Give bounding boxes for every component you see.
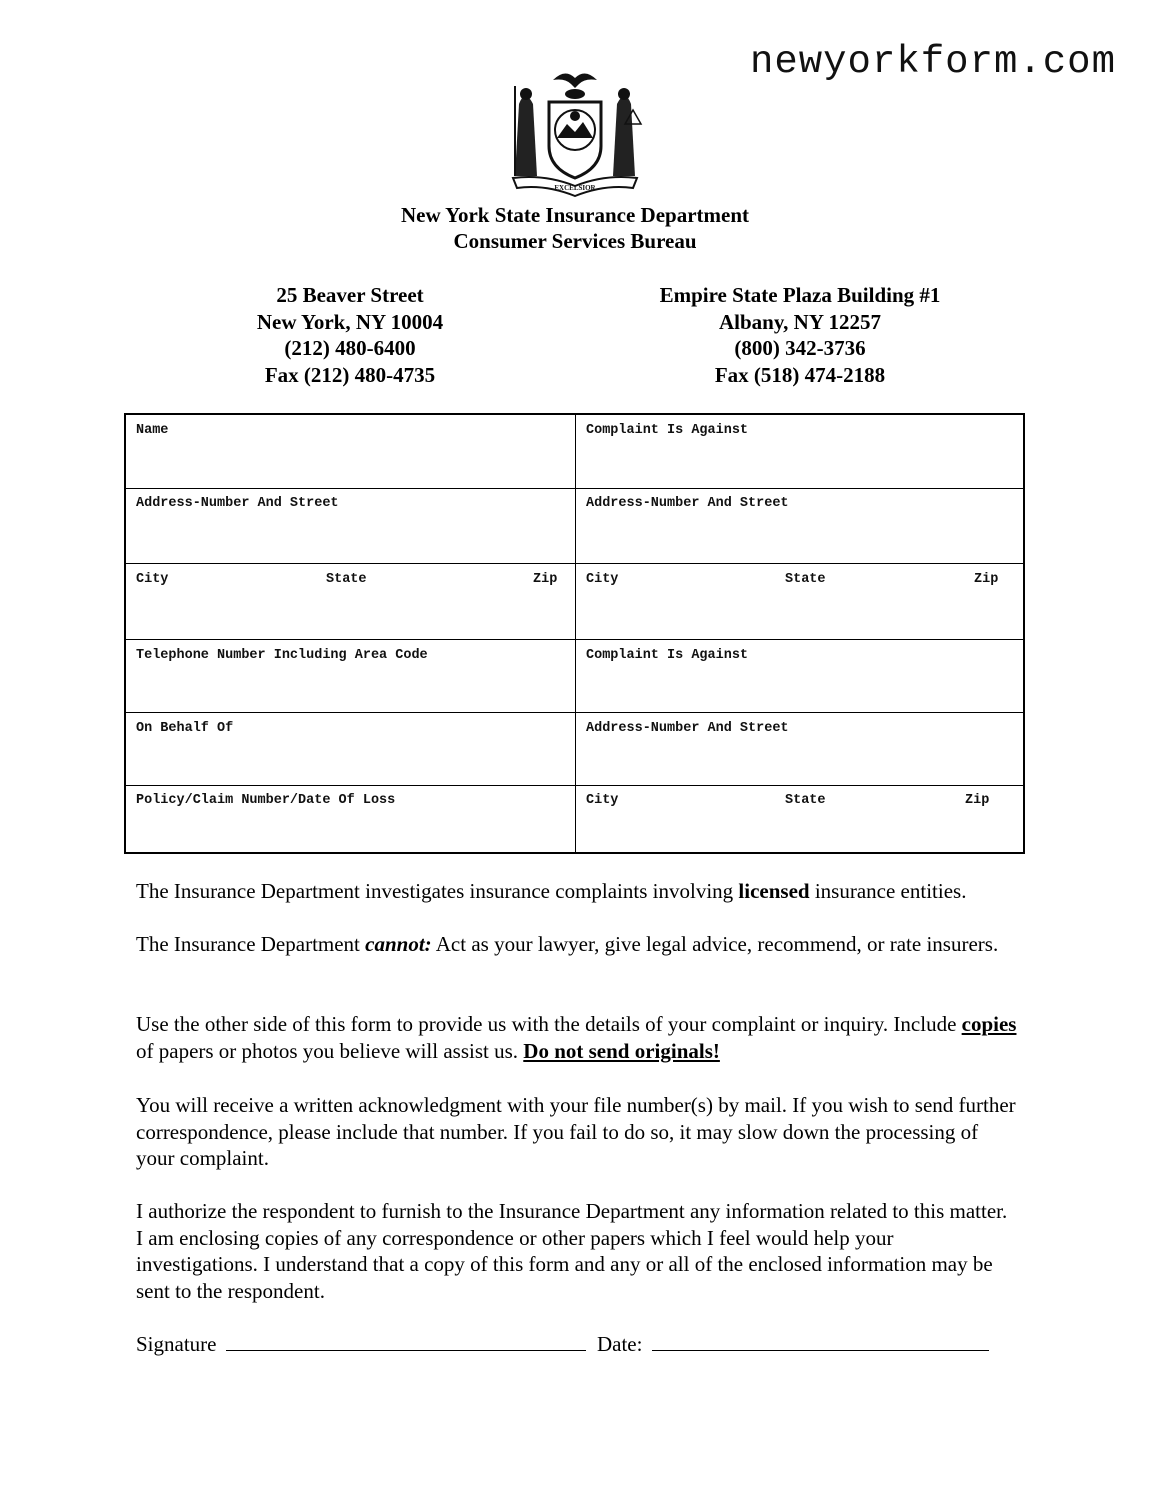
text: of papers or photos you believe will assist us. [136, 1038, 524, 1063]
emphasis: cannot: [365, 932, 432, 956]
bureau-name: Consumer Services Bureau [453, 229, 697, 253]
respondent-state-field[interactable]: State [785, 572, 826, 587]
column-divider [575, 415, 576, 852]
office-city: Albany, NY 12257 [718, 309, 881, 334]
row-divider [126, 712, 575, 713]
respondent-zip-field-2[interactable]: Zip [965, 793, 990, 808]
paragraph-authorization: I authorize the respondent to furnish to the Insurance Department any information related to this matter. I am enclosing copies of any correspondence or other papers which I feel would help your investigations. I understand that a copy of this form and any or all of the enclosed information may be sent to the respondent. [136, 1199, 1008, 1303]
respondent-address-field[interactable]: Address-Number And Street [586, 496, 789, 511]
zip-field[interactable]: Zip [533, 572, 558, 587]
respondent-state-field-2[interactable]: State [785, 793, 826, 808]
office-address-albany [590, 282, 1010, 388]
paragraph-instructions [136, 1011, 1026, 1064]
row-divider [576, 712, 1025, 713]
text: insurance entities. [809, 879, 967, 903]
office-street: Empire State Plaza Building #1 [659, 283, 941, 307]
respondent-city-field[interactable]: City [586, 572, 619, 587]
date-label: Date: [596, 1332, 643, 1356]
office-fax: Fax (518) 474-2188 [714, 362, 886, 387]
state-field[interactable]: State [326, 572, 367, 587]
office-street: 25 Beaver Street [276, 283, 424, 307]
respondent-zip-field[interactable]: Zip [974, 572, 999, 587]
complaint-form-table [124, 413, 1025, 854]
text: Use the other side of this form to provide us with the details of your complaint or inquiry. Include [136, 1012, 962, 1036]
signature-line[interactable] [226, 1330, 586, 1351]
date-line[interactable] [652, 1330, 989, 1351]
watermark: newyorkform.com [749, 40, 1116, 84]
signature-row [136, 1330, 989, 1357]
row-divider [576, 563, 1025, 564]
address-field[interactable]: Address-Number And Street [136, 496, 339, 511]
office-fax: Fax (212) 480-4735 [264, 362, 436, 387]
respondent-address-field-2[interactable]: Address-Number And Street [586, 721, 789, 736]
complaint-against-field-2[interactable]: Complaint Is Against [586, 648, 749, 663]
office-phone: (800) 342-3736 [734, 336, 866, 360]
row-divider [576, 488, 1025, 489]
row-divider [126, 785, 575, 786]
text: Act as your lawyer, give legal advice, recommend, or rate insurers. [431, 932, 999, 956]
respondent-city-field-2[interactable]: City [586, 793, 619, 808]
office-phone: (212) 480-6400 [284, 336, 416, 360]
row-divider [576, 639, 1025, 640]
office-address-nyc [140, 282, 560, 388]
complaint-against-field[interactable]: Complaint Is Against [586, 423, 749, 438]
paragraph-scope [136, 878, 1036, 905]
paragraph-acknowledgment: You will receive a written acknowledgment with your file number(s) by mail. If you wish to send further correspondence, please include that number. If you fail to do so, it may slow down the processing of your complaint. [136, 1093, 1016, 1170]
city-field[interactable]: City [136, 572, 169, 587]
signature-label: Signature [136, 1332, 217, 1356]
text: The Insurance Department investigates insurance complaints involving [136, 879, 739, 903]
text: The Insurance Department [136, 932, 366, 956]
telephone-field[interactable]: Telephone Number Including Area Code [136, 648, 428, 663]
seal-motto: EXCELSIOR [554, 184, 596, 192]
policy-claim-field[interactable]: Policy/Claim Number/Date Of Loss [136, 793, 396, 808]
row-divider [126, 488, 575, 489]
ny-state-seal-icon [505, 64, 645, 200]
row-divider [576, 785, 1025, 786]
on-behalf-of-field[interactable]: On Behalf Of [136, 721, 234, 736]
department-heading [0, 202, 1150, 254]
row-divider [126, 563, 575, 564]
department-name: New York State Insurance Department [400, 203, 749, 227]
office-city: New York, NY 10004 [256, 309, 444, 334]
warning: Do not send originals! [523, 1038, 720, 1063]
emphasis: licensed [738, 879, 810, 903]
name-field[interactable]: Name [136, 423, 169, 438]
paragraph-cannot [136, 931, 1016, 958]
row-divider [126, 639, 575, 640]
emphasis: copies [961, 1012, 1017, 1036]
